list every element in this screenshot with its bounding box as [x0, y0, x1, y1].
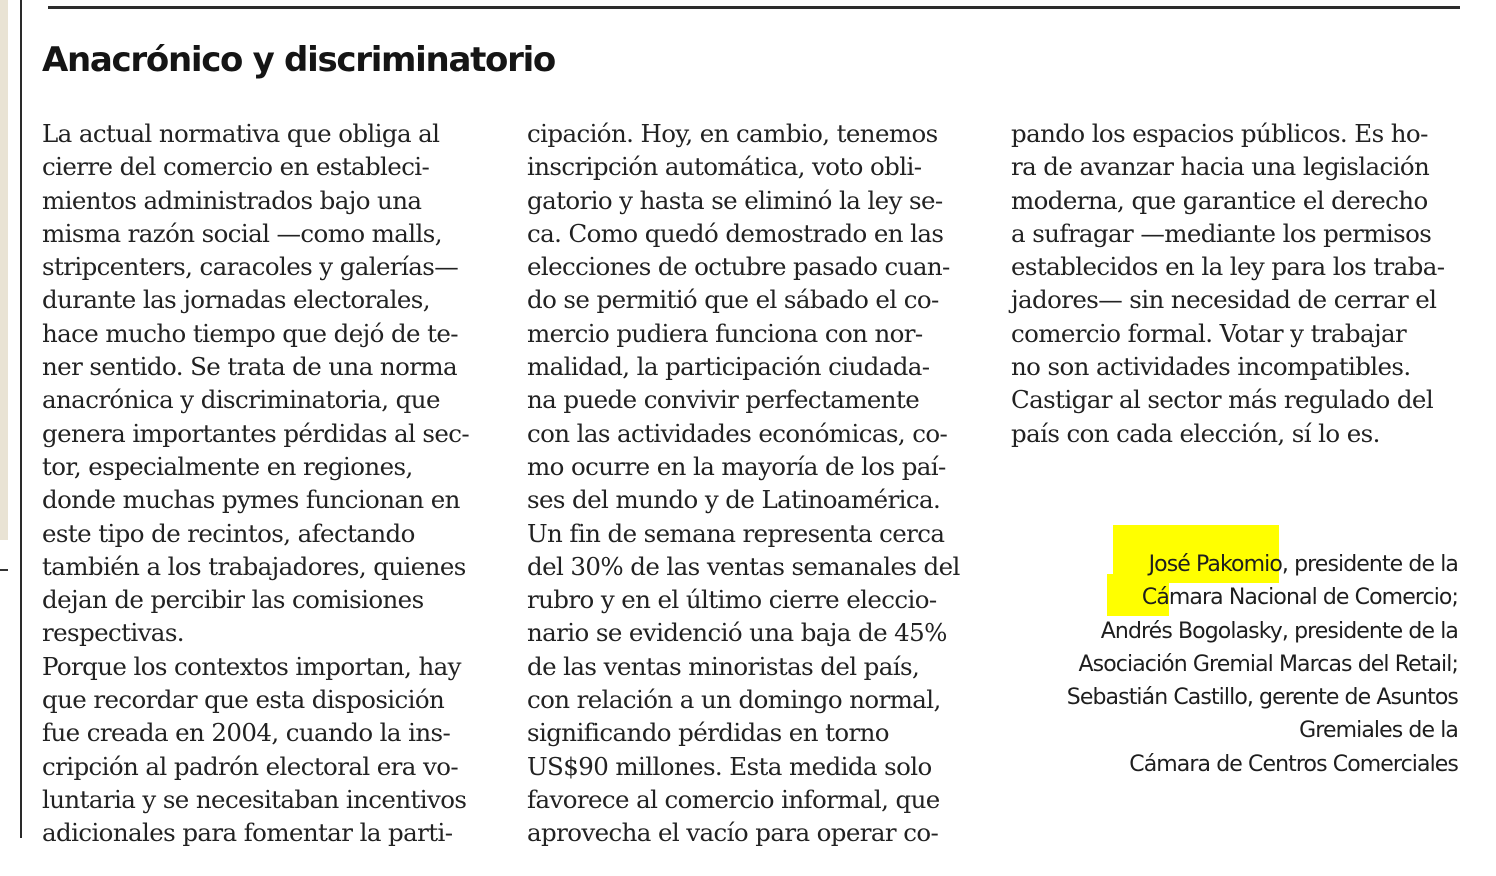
body-text-line: nario se evidenció una baja de 45%	[527, 618, 947, 648]
signature-line-3: Andrés Bogolasky, presidente de la	[1100, 618, 1458, 644]
section-top-rule	[48, 6, 1460, 9]
body-text-line: inscripción automática, voto obli-	[527, 152, 922, 182]
body-text-line: significando pérdidas en torno	[527, 718, 889, 748]
body-text-line: Castigar al sector más regulado del	[1011, 385, 1434, 415]
body-text-line: con las actividades económicas, co-	[527, 418, 948, 448]
signature-block	[1067, 548, 1458, 781]
body-text-line: na puede convivir perfectamente	[527, 385, 920, 415]
margin-tick-mark	[0, 569, 8, 571]
body-text-line: cierre del comercio en estableci-	[42, 152, 430, 182]
body-text-line: país con cada elección, sí lo es.	[1011, 418, 1380, 448]
body-text-line: gatorio y hasta se eliminó la ley se-	[527, 185, 943, 215]
signature-line-1	[1067, 548, 1458, 581]
body-column-3	[1011, 117, 1444, 450]
signature-org-highlighted: Cámara Nacional de Comercio	[1141, 585, 1452, 611]
body-text-line: comercio formal. Votar y trabajar	[1011, 318, 1407, 348]
page-edge-shade	[0, 0, 8, 540]
body-text-line: mo ocurre en la mayoría de los paí-	[527, 451, 946, 481]
body-text-line: tor, especialmente en regiones,	[42, 451, 413, 481]
signature-name-highlighted: José Pakomio	[1148, 552, 1282, 577]
body-text-line: pando los espacios públicos. Es ho-	[1011, 119, 1428, 148]
body-column-2	[527, 117, 960, 850]
body-text-line: que recordar que esta disposición	[42, 685, 445, 715]
body-text-line: do se permitió que el sábado el co-	[527, 285, 939, 315]
body-text-line: mientos administrados bajo una	[42, 185, 422, 215]
body-text-line: cripción al padrón electoral era vo-	[42, 751, 459, 781]
body-text-line: Un fin de semana representa cerca	[527, 518, 945, 548]
body-text-line: establecidos en la ley para los traba-	[1011, 252, 1445, 282]
body-text-line: anacrónica y discriminatoria, que	[42, 385, 440, 415]
body-text-line: ra de avanzar hacia una legislación	[1011, 152, 1430, 182]
body-text-line: La actual normativa que obliga al	[42, 119, 440, 148]
article-headline: Anacrónico y discriminatorio	[42, 40, 555, 80]
body-text-line: ca. Como quedó demostrado en las	[527, 218, 944, 248]
body-text-line: hace mucho tiempo que dejó de te-	[42, 318, 458, 348]
signature-line-6: Gremiales de la	[1299, 718, 1458, 744]
body-text-line: dejan de percibir las comisiones	[42, 585, 424, 615]
body-text-line: favorece al comercio informal, que	[527, 784, 940, 814]
body-text-line: respectivas.	[42, 618, 184, 648]
body-text-line: jadores— sin necesidad de cerrar el	[1011, 285, 1437, 315]
signature-line-2	[1067, 581, 1458, 614]
body-text-line: malidad, la participación ciudada-	[527, 352, 930, 382]
signature-role-1: , presidente de la	[1281, 552, 1458, 577]
body-text-line: ses del mundo y de Latinoamérica.	[527, 485, 941, 515]
body-text-line: cipación. Hoy, en cambio, tenemos	[527, 119, 938, 148]
body-text-line: misma razón social —como malls,	[42, 218, 442, 248]
body-text-line: de las ventas minoristas del país,	[527, 651, 920, 681]
column-divider-rule	[20, 0, 22, 838]
body-text-line: aprovecha el vacío para operar co-	[527, 818, 939, 848]
signature-line-4: Asociación Gremial Marcas del Retail;	[1078, 651, 1458, 677]
body-text-line: ner sentido. Se trata de una norma	[42, 352, 457, 382]
body-text-line: elecciones de octubre pasado cuan-	[527, 252, 950, 282]
body-text-line: donde muchas pymes funcionan en	[42, 485, 460, 515]
body-text-line: genera importantes pérdidas al sec-	[42, 418, 470, 448]
body-text-line: rubro y en el último cierre eleccio-	[527, 585, 937, 615]
body-text-line: fue creada en 2004, cuando la ins-	[42, 718, 451, 748]
body-text-line: con relación a un domingo normal,	[527, 685, 941, 715]
body-text-line: no son actividades incompatibles.	[1011, 352, 1411, 382]
body-text-line: adicionales para fomentar la parti-	[42, 818, 453, 848]
body-column-1	[42, 117, 469, 850]
body-text-line: Porque los contextos importan, hay	[42, 651, 461, 681]
body-text-line: durante las jornadas electorales,	[42, 285, 430, 315]
body-text-line: a sufragar —mediante los permisos	[1011, 218, 1432, 248]
body-text-line: mercio pudiera funciona con nor-	[527, 318, 923, 348]
signature-separator: ;	[1451, 585, 1458, 611]
signature-line-5: Sebastián Castillo, gerente de Asuntos	[1066, 685, 1458, 711]
body-text-line: luntaria y se necesitaban incentivos	[42, 784, 467, 814]
body-text-line: moderna, que garantice el derecho	[1011, 185, 1428, 215]
signature-line-7: Cámara de Centros Comerciales	[1129, 751, 1458, 777]
body-text-line: stripcenters, caracoles y galerías—	[42, 252, 459, 282]
body-text-line: este tipo de recintos, afectando	[42, 518, 415, 548]
body-text-line: del 30% de las ventas semanales del	[527, 551, 960, 581]
body-text-line: también a los trabajadores, quienes	[42, 551, 466, 581]
body-text-line: US$90 millones. Esta medida solo	[527, 751, 932, 781]
